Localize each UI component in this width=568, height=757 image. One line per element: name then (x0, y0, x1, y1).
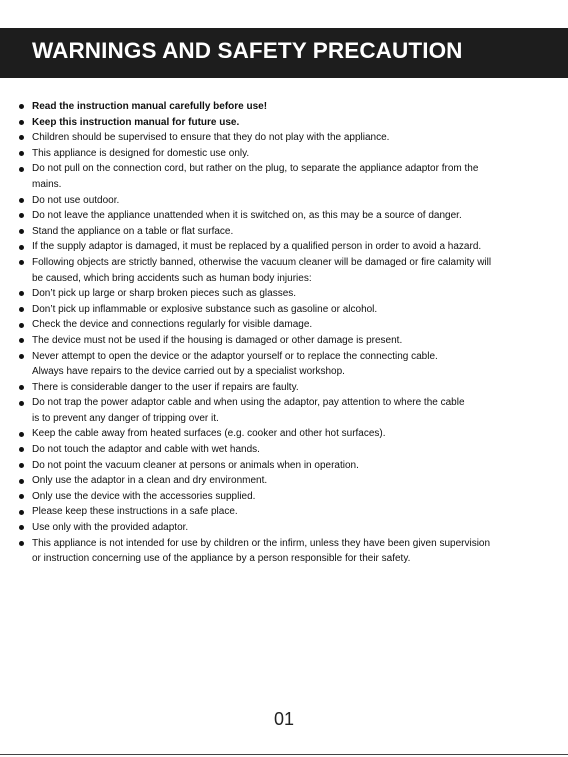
warnings-list (17, 99, 547, 567)
warning-text: be caused, which bring accidents such as human body injuries: (32, 272, 312, 284)
warning-text: Keep this instruction manual for future use. (32, 116, 240, 128)
warning-text: Don’t pick up large or sharp broken pieces such as glasses. (32, 288, 297, 300)
bullet-icon (19, 494, 24, 499)
warning-item (17, 146, 547, 162)
warning-text: Only use the device with the accessories supplied. (32, 490, 256, 502)
warning-text: Keep the cable away from heated surfaces (e.g. cooker and other hot surfaces). (32, 428, 386, 440)
warning-item (17, 504, 547, 520)
warning-item (17, 426, 547, 442)
warning-item (17, 520, 547, 536)
warning-text: The device must not be used if the housing is damaged or other damage is present. (32, 334, 403, 346)
warning-text: Do not trap the power adaptor cable and when using the adaptor, pay attention to where the cable (32, 397, 465, 409)
bullet-icon (19, 525, 24, 530)
warning-item (17, 302, 547, 318)
warning-item (17, 442, 547, 458)
warning-text: Use only with the provided adaptor. (32, 522, 189, 534)
bullet-icon (19, 541, 24, 546)
bullet-icon (19, 135, 24, 140)
bullet-icon (19, 120, 24, 125)
warning-item (17, 536, 547, 567)
warning-text: Always have repairs to the device carried out by a specialist workshop. (32, 366, 345, 378)
warning-item (17, 193, 547, 209)
warning-item (17, 99, 547, 115)
bullet-icon (19, 510, 24, 515)
warning-text: This appliance is not intended for use by children or the infirm, unless they have been given supervision (32, 537, 491, 549)
warning-text: Stand the appliance on a table or flat surface. (32, 225, 234, 237)
warning-text: This appliance is designed for domestic use only. (32, 147, 250, 159)
bullet-icon (19, 229, 24, 234)
warning-item (17, 317, 547, 333)
warning-item (17, 395, 547, 426)
warning-item (17, 473, 547, 489)
warning-text: Please keep these instructions in a safe place. (32, 506, 238, 518)
warning-text: Do not touch the adaptor and cable with wet hands. (32, 444, 260, 456)
warning-item (17, 489, 547, 505)
warning-text: mains. (32, 178, 62, 190)
warning-text: Do not leave the appliance unattended when it is switched on, as this may be a source of danger. (32, 210, 462, 222)
bullet-icon (19, 354, 24, 359)
bullet-icon (19, 385, 24, 390)
warning-text: Do not point the vacuum cleaner at persons or animals when in operation. (32, 459, 359, 471)
warning-text: Don’t pick up inflammable or explosive substance such as gasoline or alcohol. (32, 303, 378, 315)
bullet-icon (19, 447, 24, 452)
bullet-icon (19, 432, 24, 437)
warning-item (17, 255, 547, 286)
warning-text: Children should be supervised to ensure that they do not play with the appliance. (32, 132, 390, 144)
bullet-icon (19, 401, 24, 406)
bullet-icon (19, 213, 24, 218)
warning-item (17, 458, 547, 474)
warning-item (17, 115, 547, 131)
header-bar (0, 28, 568, 78)
bullet-icon (19, 307, 24, 312)
warning-text: or instruction concerning use of the appliance by a person responsible for their safety. (32, 553, 411, 565)
warning-text: is to prevent any danger of tripping over it. (32, 412, 219, 424)
warning-text: Never attempt to open the device or the adaptor yourself or to replace the connecting cable. (32, 350, 438, 362)
footer-rule (0, 754, 568, 755)
bullet-icon (19, 104, 24, 109)
bullet-icon (19, 198, 24, 203)
warning-text: Do not use outdoor. (32, 194, 120, 206)
warning-item (17, 380, 547, 396)
page-number: 01 (273, 709, 295, 729)
bullet-icon (19, 463, 24, 468)
bullet-icon (19, 323, 24, 328)
warning-text: Check the device and connections regularly for visible damage. (32, 319, 313, 331)
warning-text: There is considerable danger to the user if repairs are faulty. (32, 381, 299, 393)
warning-text: Read the instruction manual carefully before use! (32, 101, 268, 112)
bullet-icon (19, 479, 24, 484)
warning-item (17, 224, 547, 240)
warning-item (17, 130, 547, 146)
bullet-icon (19, 260, 24, 265)
warning-item (17, 239, 547, 255)
warning-item (17, 161, 547, 192)
warning-item (17, 349, 547, 380)
warning-text: If the supply adaptor is damaged, it must be replaced by a qualified person in order to avoid a hazard. (32, 241, 482, 253)
warning-item (17, 286, 547, 302)
bullet-icon (19, 167, 24, 172)
warning-item (17, 208, 547, 224)
page-title: WARNINGS AND SAFETY PRECAUTION (32, 38, 463, 63)
warning-item (17, 333, 547, 349)
warning-text: Only use the adaptor in a clean and dry environment. (32, 475, 268, 487)
warning-text: Do not pull on the connection cord, but rather on the plug, to separate the appliance adaptor from the (32, 163, 479, 175)
bullet-icon (19, 245, 24, 250)
bullet-icon (19, 291, 24, 296)
bullet-icon (19, 151, 24, 156)
warning-text: Following objects are strictly banned, otherwise the vacuum cleaner will be damaged or fire calamity will (32, 256, 492, 268)
bullet-icon (19, 338, 24, 343)
